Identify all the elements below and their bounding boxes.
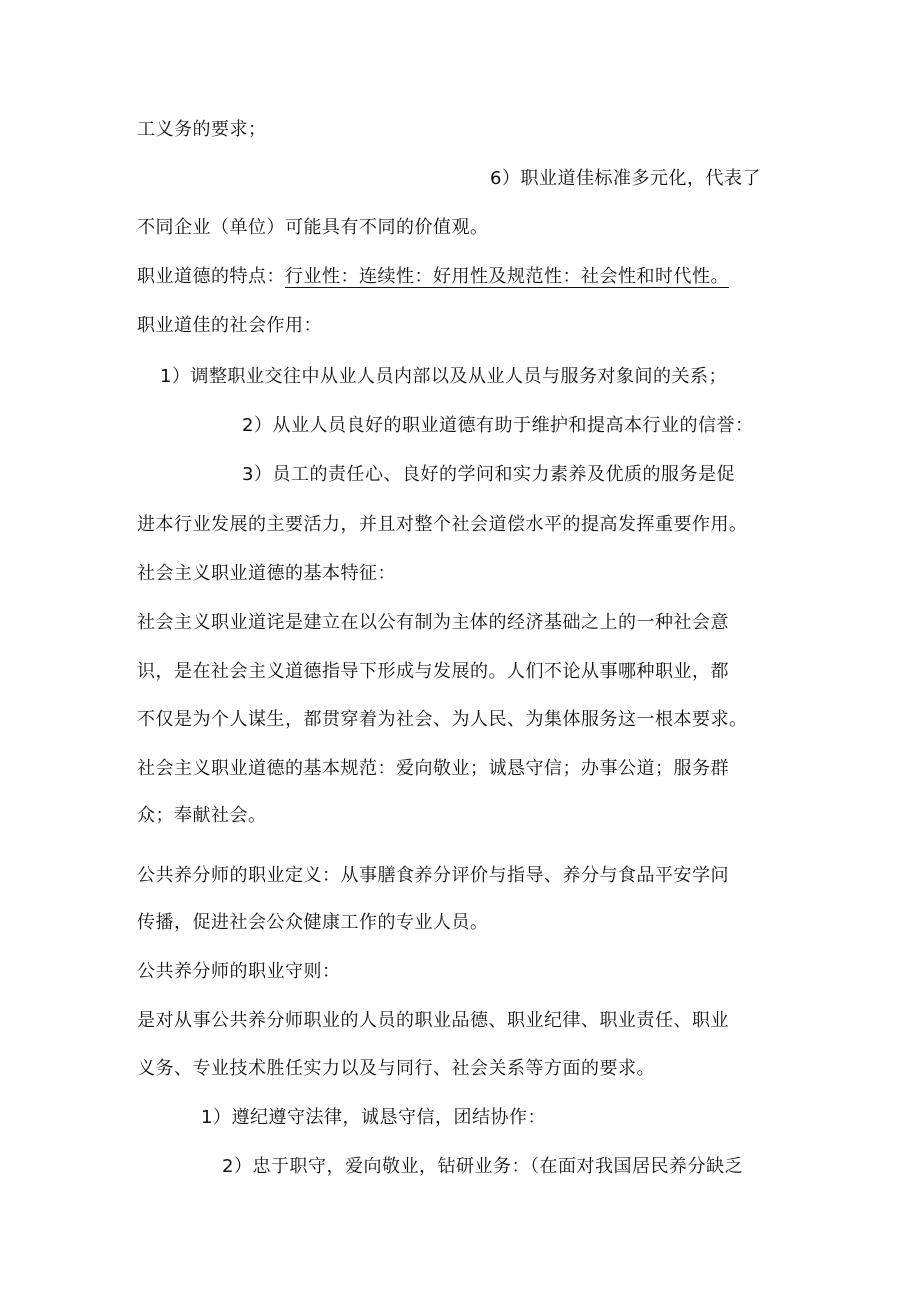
characteristics-value: 行业性：连续性：好用性及规范性：社会性和时代性。 [285,266,729,287]
text-line: 6）职业道佳标准多元化，代表了 [490,168,761,189]
text-line: 社会主义职业道德的基本规范：爱向敬业；诚恳守信；办事公道；服务群 [137,758,729,779]
text-line: 社会主义职业道德的基本特征： [137,563,396,584]
text-line: 1）遵纪遵守法律，诚恳守信，团结协作： [201,1107,546,1128]
text-line: 是对从事公共养分师职业的人员的职业品德、职业纪律、职业责任、职业 [137,1010,729,1031]
text-line: 不同企业（单位）可能具有不同的价值观。 [137,217,489,238]
text-line: 2）忠于职守，爱向敬业，钻研业务：（在面对我国居民养分缺乏 [222,1156,743,1177]
text-line: 义务、专业技术胜任实力以及与同行、社会关系等方面的要求。 [137,1058,655,1079]
text-line: 社会主义职业道诧是建立在以公有制为主体的经济基础之上的一种社会意 [137,612,729,633]
text-line: 2）从业人员良好的职业道德有助于维护和提高本行业的信誉： [242,415,754,436]
characteristics-line [137,265,729,289]
text-line: 职业道佳的社会作用： [137,315,322,336]
text-line: 3）员工的责任心、良好的学问和实力素养及优质的服务是促 [242,464,735,485]
text-line: 不仅是为个人谋生，都贯穿着为社会、为人民、为集体服务这一根本要求。 [137,709,748,730]
text-line: 公共养分师的职业守则： [137,961,341,982]
text-line: 1）调整职业交往中从业人员内部以及从业人员与服务对象间的关系； [160,366,727,387]
text-line: 识，是在社会主义道德指导下形成与发展的。人们不论从事哪种职业，都 [137,661,729,682]
text-line: 进本行业发展的主要活力，并且对整个社会道偿水平的提高发挥重要作用。 [137,514,748,535]
text-line: 公共养分师的职业定义：从事膳食养分评价与指导、养分与食品平安学问 [137,865,729,886]
text-line: 工义务的要求； [137,119,267,140]
text-line: 众；奉献社会。 [137,805,267,826]
text-line: 传播，促进社会公众健康工作的专业人员。 [137,912,489,933]
characteristics-label: 职业道德的特点： [137,266,285,287]
